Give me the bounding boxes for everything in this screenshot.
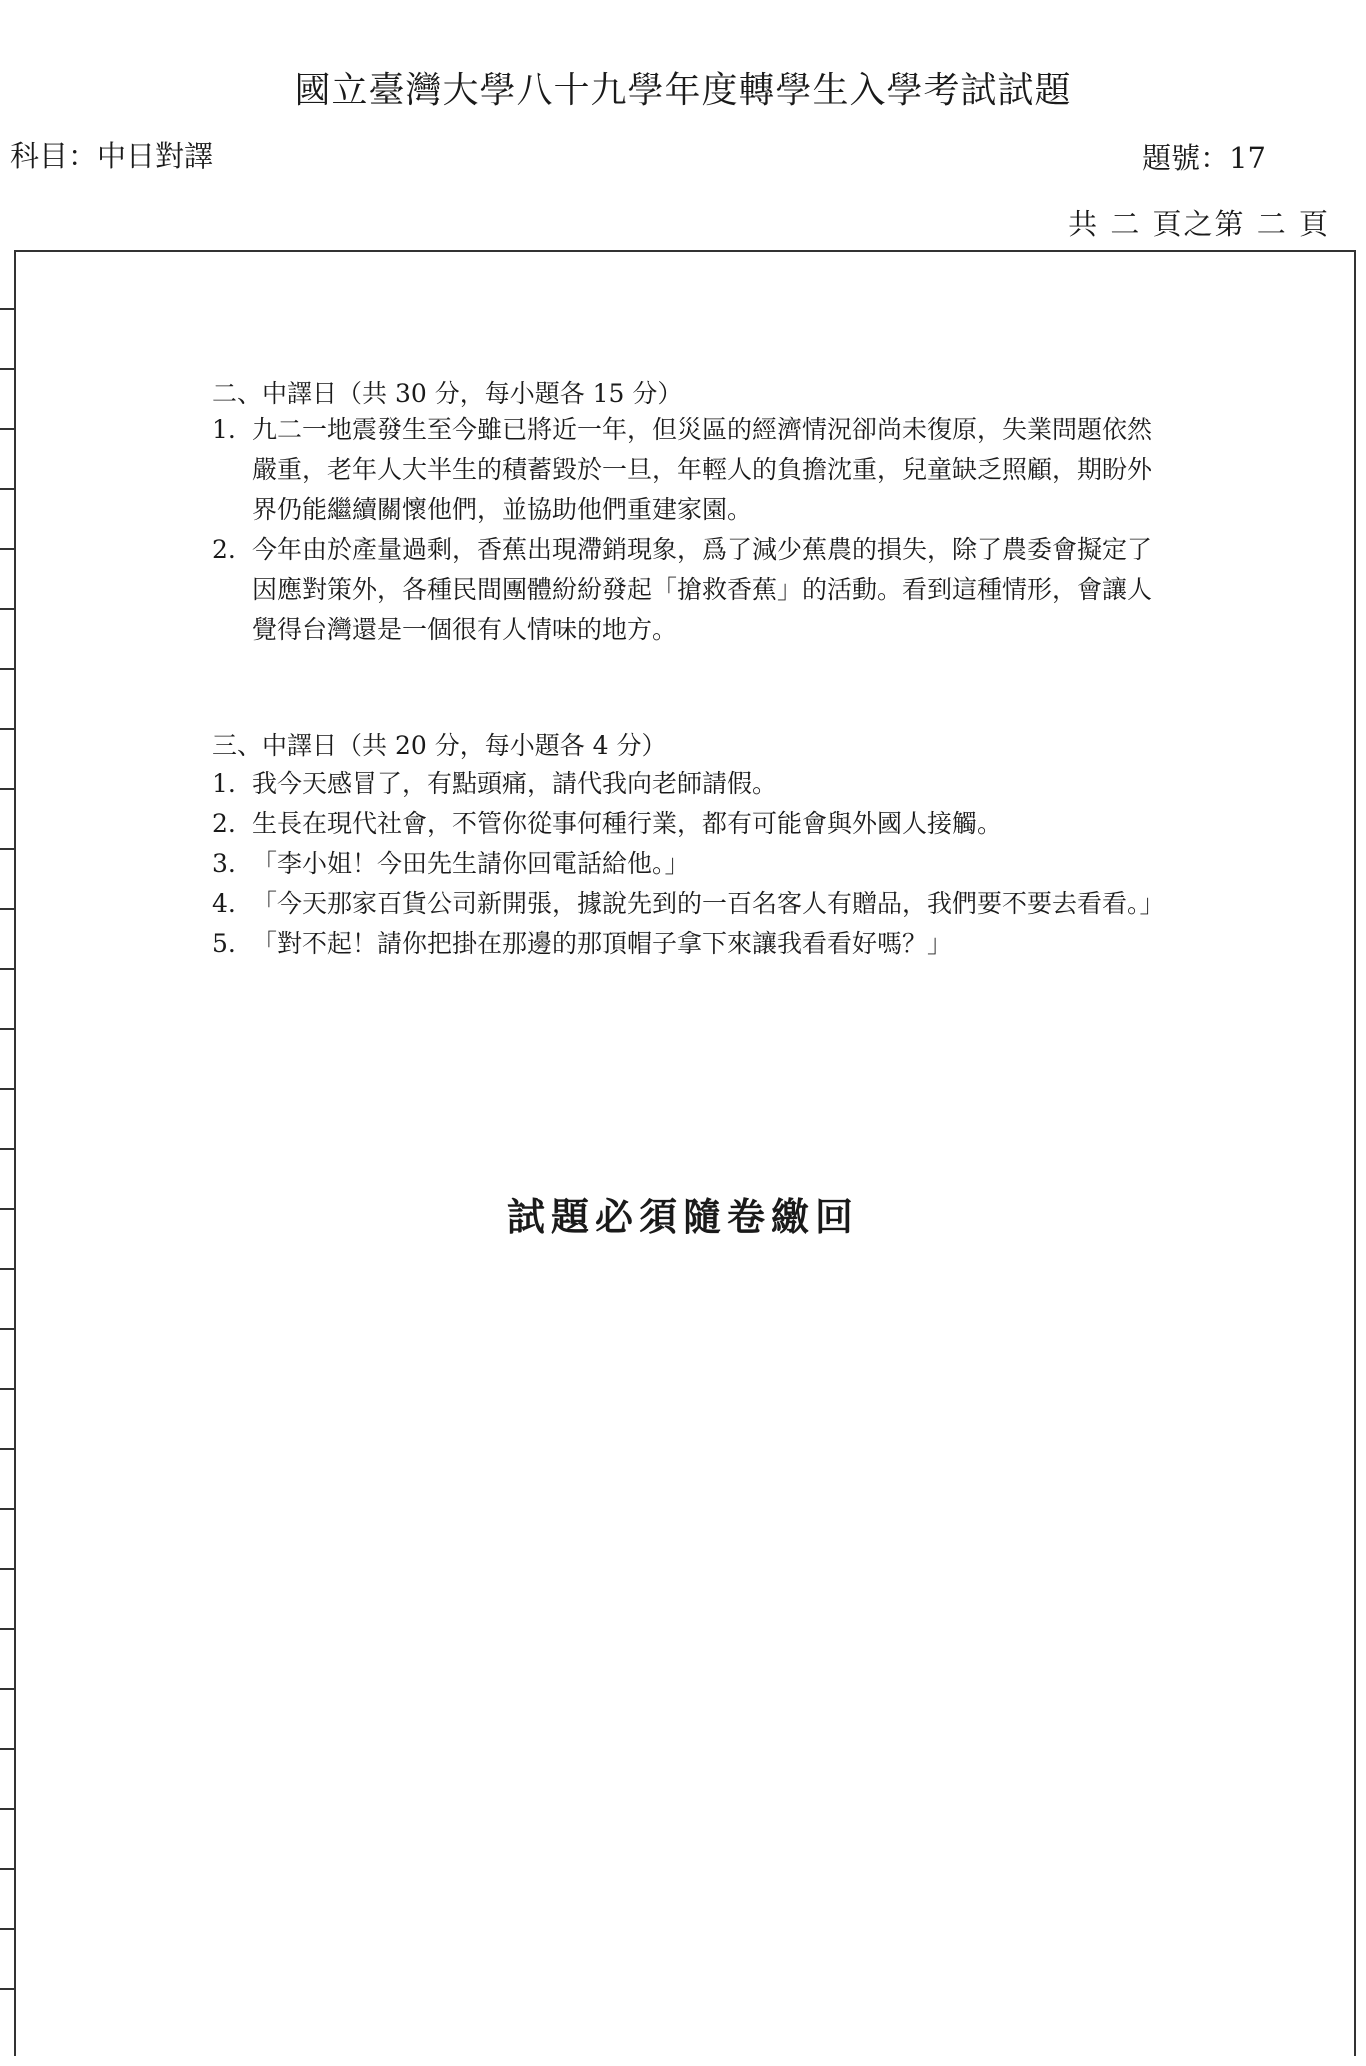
- section2-heading: 二、中譯日（共 30 分，每小題各 15 分）: [212, 379, 683, 408]
- list-item: [212, 764, 1172, 804]
- item-text: 「今天那家百貨公司新開張，據說先到的一百名客人有贈品，我們要不要去看看。」: [252, 889, 1165, 918]
- item-text: 九二一地震發生至今雖已將近一年，但災區的經濟情況卻尚未復原，失業問題依然嚴重，老年人大半生的積蓄毀於一旦，年輕人的負擔沈重，兒童缺乏照顧，期盼外界仍能繼續關懷他們，並協助他們重建家園。: [252, 415, 1153, 524]
- list-item: [212, 844, 1172, 884]
- question-number: 題號：17: [1142, 141, 1266, 175]
- item-text: 我今天感冒了，有點頭痛，請代我向老師請假。: [252, 769, 778, 798]
- list-item: [212, 804, 1172, 844]
- list-item: [212, 884, 1172, 924]
- exam-title: 國立臺灣大學八十九學年度轉學生入學考試試題: [294, 70, 1072, 111]
- list-item: [212, 924, 1172, 964]
- item-text: 生長在現代社會，不管你從事何種行業，都有可能會與外國人接觸。: [252, 809, 1003, 838]
- item-number: 2.: [212, 809, 236, 838]
- item-text: 今年由於產量過剩，香蕉出現滯銷現象，爲了減少蕉農的損失，除了農委會擬定了因應對策外，各種民間團體紛紛發起「搶救香蕉」的活動。看到這種情形，會讓人覺得台灣還是一個很有人情味的地方。: [252, 535, 1153, 644]
- item-number: 1.: [212, 769, 236, 798]
- section2-list: [212, 410, 1172, 650]
- list-item: [212, 530, 1172, 650]
- subject-label: 科目：中日對譯: [10, 139, 214, 173]
- item-number: 2.: [212, 535, 236, 564]
- list-item: [212, 410, 1172, 530]
- return-notice-stamp: 試題必須隨卷繳回: [506, 1194, 859, 1239]
- section3-list: [212, 764, 1172, 964]
- item-number: 3.: [212, 849, 236, 878]
- item-number: 1.: [212, 415, 236, 444]
- section3-heading: 三、中譯日（共 20 分，每小題各 4 分）: [212, 731, 667, 760]
- item-number: 4.: [212, 889, 236, 918]
- page-info: 共 二 頁之第 二 頁: [1068, 207, 1330, 241]
- item-number: 5.: [212, 929, 236, 958]
- item-text: 「李小姐！今田先生請你回電話給他。」: [252, 849, 690, 878]
- item-text: 「對不起！請你把掛在那邊的那頂帽子拿下來讓我看看好嗎？」: [252, 929, 953, 958]
